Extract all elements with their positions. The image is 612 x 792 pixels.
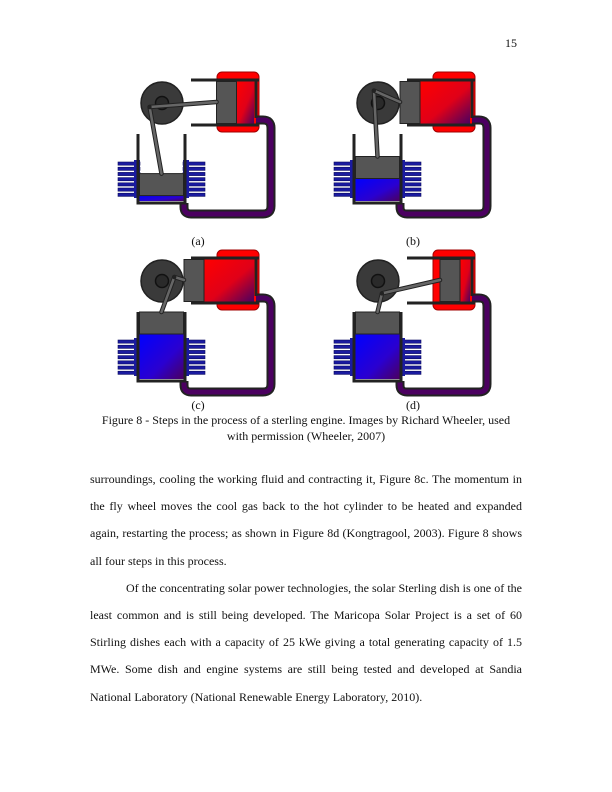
panel-label-a: (a) bbox=[191, 234, 205, 248]
figure-panel-c bbox=[113, 246, 293, 406]
text-line: Of the concentrating solar power technologies, the solar Sterling dish is one of the bbox=[126, 580, 522, 595]
figure-panel-a bbox=[113, 68, 293, 228]
figure-panel-d bbox=[329, 246, 509, 406]
text-line: least common and is still being developed. The Maricopa Solar Project is a set of 60 bbox=[90, 607, 522, 622]
hot-piston bbox=[184, 260, 204, 302]
text-line: again, restarting the process; as shown in Figure 8d (Kongtragool, 2003). Figure 8 shows bbox=[90, 526, 522, 541]
figure-panel-b bbox=[329, 68, 509, 228]
text-line: all four steps in this process. bbox=[90, 553, 227, 568]
text-line: National Laboratory (National Renewable Energy Laboratory, 2010). bbox=[90, 689, 423, 704]
paragraph-2 bbox=[90, 575, 522, 711]
panel-label-b: (b) bbox=[406, 234, 420, 248]
body-text bbox=[90, 466, 522, 711]
text-line: the fly wheel moves the cool gas back to the hot cylinder to be heated and expanded bbox=[90, 499, 522, 514]
paragraph-1 bbox=[90, 466, 522, 575]
stirling-engine-diagram bbox=[329, 68, 509, 228]
cold-piston bbox=[140, 312, 184, 334]
hot-piston bbox=[400, 82, 420, 124]
stirling-engine-diagram bbox=[113, 68, 293, 228]
text-line: MWe. Some dish and engine systems are still being tested and developed at Sandia bbox=[90, 662, 522, 677]
caption-line-1: Figure 8 - Steps in the process of a sterling engine. Images by Richard Wheeler, used bbox=[101, 413, 511, 427]
cold-piston bbox=[356, 157, 400, 179]
panel-label-c: (c) bbox=[191, 398, 205, 412]
text-line: Stirling dishes each with a capacity of 25 kWe giving a total generating capacity of 1.5 bbox=[90, 635, 522, 650]
caption-line-2: with permission (Wheeler, 2007) bbox=[226, 429, 386, 443]
cold-piston bbox=[140, 174, 184, 196]
figure-caption bbox=[80, 412, 532, 444]
stirling-engine-diagram bbox=[113, 246, 293, 406]
stirling-engine-diagram bbox=[329, 246, 509, 406]
text-line: surroundings, cooling the working fluid and contracting it, Figure 8c. The momentum in bbox=[90, 472, 522, 486]
page-number: 15 bbox=[505, 36, 517, 50]
panel-label-d: (d) bbox=[406, 398, 420, 412]
hot-piston bbox=[217, 82, 237, 124]
cold-piston bbox=[356, 312, 400, 334]
hot-piston bbox=[440, 260, 460, 302]
